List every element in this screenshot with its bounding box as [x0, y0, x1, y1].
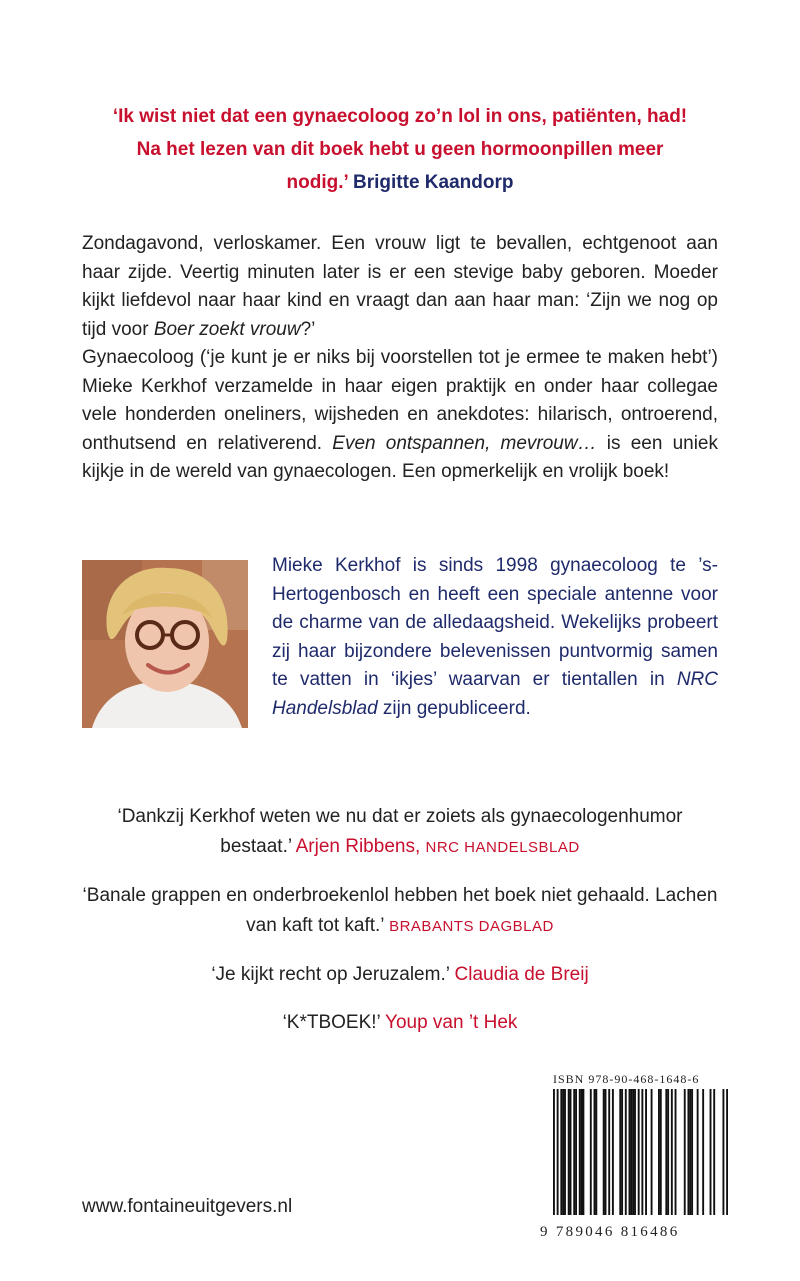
- barcode-bar: [605, 1089, 607, 1215]
- bio-text: Mieke Kerkhof is sinds 1998 gynaecoloog te ’s-Hertogenbosch en heeft een speciale antenne voor de charme van de alledaagsheid. Wekelijks probeert zij haar bijzondere belevenissen puntvormig samen te vatten in ‘ikjes’ waarvan er tientallen in: [272, 555, 718, 690]
- book-blurb: [82, 230, 718, 487]
- barcode-bar: [573, 1089, 575, 1215]
- barcode-bar: [697, 1089, 699, 1215]
- barcode-bar: [568, 1089, 570, 1215]
- barcode-bar: [590, 1089, 592, 1215]
- barcode-bar: [612, 1089, 614, 1215]
- barcode-bar: [630, 1089, 632, 1215]
- top-quote-text: ‘Ik wist niet dat een gynaecoloog zo’n lol in ons, patiënten, had! Na het lezen van dit boek hebt u geen hormoonpillen meer nodig.’: [112, 106, 688, 193]
- review-quote-text: ‘Dankzij Kerkhof weten we nu dat er zoiets als gynaecologenhumor bestaat.’: [117, 806, 683, 857]
- blurb-body-paragraph: [82, 344, 718, 487]
- review-quotes: [82, 802, 718, 1056]
- blurb-body-end: is een uniek kijkje in de wereld van gynaecologen. Een opmerkelijk en vrolijk boek!: [82, 432, 718, 482]
- barcode-bar: [722, 1089, 724, 1215]
- barcode-bar: [594, 1089, 596, 1215]
- blurb-intro: Zondagavond, verloskamer. Een vrouw ligt te bevallen, echtgenoot aan haar zijde. Veertig minuten later is er een stevige baby geboren. Moeder kijkt liefdevol naar haar kind en vraagt dan aan haar man: ‘Zijn we nog op tijd voor: [82, 233, 718, 340]
- barcode-bar: [581, 1089, 583, 1215]
- blurb-intro-paragraph: [82, 230, 718, 344]
- barcode-bar: [619, 1089, 621, 1215]
- barcode-bar: [638, 1089, 640, 1215]
- barcode-bar: [671, 1089, 673, 1215]
- barcode-bar: [595, 1089, 597, 1215]
- barcode-bar: [658, 1089, 660, 1215]
- blurb-show-title: Boer zoekt vrouw: [153, 318, 301, 340]
- barcode-bar: [575, 1089, 577, 1215]
- barcode-bar: [553, 1089, 555, 1215]
- barcode-bar: [691, 1089, 693, 1215]
- review-quote-source: Arjen Ribbens,: [295, 836, 421, 857]
- barcode-bar: [675, 1089, 677, 1215]
- barcode-bar: [564, 1089, 566, 1215]
- barcode-bar: [687, 1089, 689, 1215]
- bio-newspaper: NRC Handelsblad: [272, 669, 718, 719]
- barcode-bar: [684, 1089, 686, 1215]
- barcode-bar: [702, 1089, 704, 1215]
- ean13-barcode-icon: [553, 1089, 728, 1215]
- review-quote-publication: NRC HANDELSBLAD: [425, 839, 580, 856]
- barcode-digits: 9 789046 816486: [540, 1224, 680, 1240]
- isbn-label: ISBN 978-90-468-1648-6: [553, 1072, 700, 1086]
- barcode-bar: [726, 1089, 728, 1215]
- author-bio: [272, 552, 718, 723]
- barcode-bar: [651, 1089, 653, 1215]
- barcode-bar: [603, 1089, 605, 1215]
- review-quote: [82, 802, 718, 863]
- review-quote: [82, 960, 718, 990]
- barcode-bar: [557, 1089, 559, 1215]
- review-quote: [82, 881, 718, 942]
- barcode-bar: [689, 1089, 691, 1215]
- barcode-bar: [579, 1089, 581, 1215]
- barcode-bar: [560, 1089, 562, 1215]
- review-quote: [82, 1008, 718, 1038]
- barcode-bar: [710, 1089, 712, 1215]
- blurb-intro-end: ?’: [300, 318, 316, 340]
- barcode-bar: [629, 1089, 631, 1215]
- review-quote-publication: BRABANTS DAGBLAD: [389, 918, 554, 935]
- top-quote-author: Brigitte Kaandorp: [353, 172, 514, 193]
- barcode-bar: [634, 1089, 636, 1215]
- bio-text-end: zijn gepubliceerd.: [377, 697, 531, 719]
- barcode-bar: [582, 1089, 584, 1215]
- barcode-bar: [625, 1089, 627, 1215]
- barcode-bar: [665, 1089, 667, 1215]
- barcode-bar: [608, 1089, 610, 1215]
- review-quote-text: ‘Banale grappen en onderbroekenlol hebben het boek niet gehaald. Lachen van kaft tot kaft.’: [82, 885, 718, 936]
- barcode-bar: [713, 1089, 715, 1215]
- barcode-bar: [641, 1089, 643, 1215]
- review-quote-source: Claudia de Breij: [454, 964, 589, 985]
- author-portrait-icon: [82, 560, 248, 728]
- publisher-website: www.fontaineuitgevers.nl: [82, 1196, 293, 1217]
- review-quote-text: ‘K*TBOEK!’: [282, 1012, 381, 1033]
- top-quote: [110, 100, 690, 199]
- author-photo: [82, 560, 248, 728]
- barcode-bar: [570, 1089, 572, 1215]
- barcode-bar: [645, 1089, 647, 1215]
- barcode-bar: [660, 1089, 662, 1215]
- blurb-book-title: Even ontspannen, mevrouw…: [332, 432, 597, 454]
- barcode-bar: [632, 1089, 634, 1215]
- barcode-bar: [621, 1089, 623, 1215]
- review-quote-text: ‘Je kijkt recht op Jeruzalem.’: [211, 964, 450, 985]
- barcode-bar: [562, 1089, 564, 1215]
- review-quote-source: Youp van ’t Hek: [385, 1012, 518, 1033]
- blurb-body: Gynaecoloog (‘je kunt je er niks bij voorstellen tot je ermee te maken hebt’) Mieke Kerkhof verzamelde in haar eigen praktijk en onder haar collegae vele honderden oneliners, wijsheden en anekdotes: hilarisch, ontroerend, onthutsend en relativerend.: [82, 347, 718, 454]
- barcode-bar: [667, 1089, 669, 1215]
